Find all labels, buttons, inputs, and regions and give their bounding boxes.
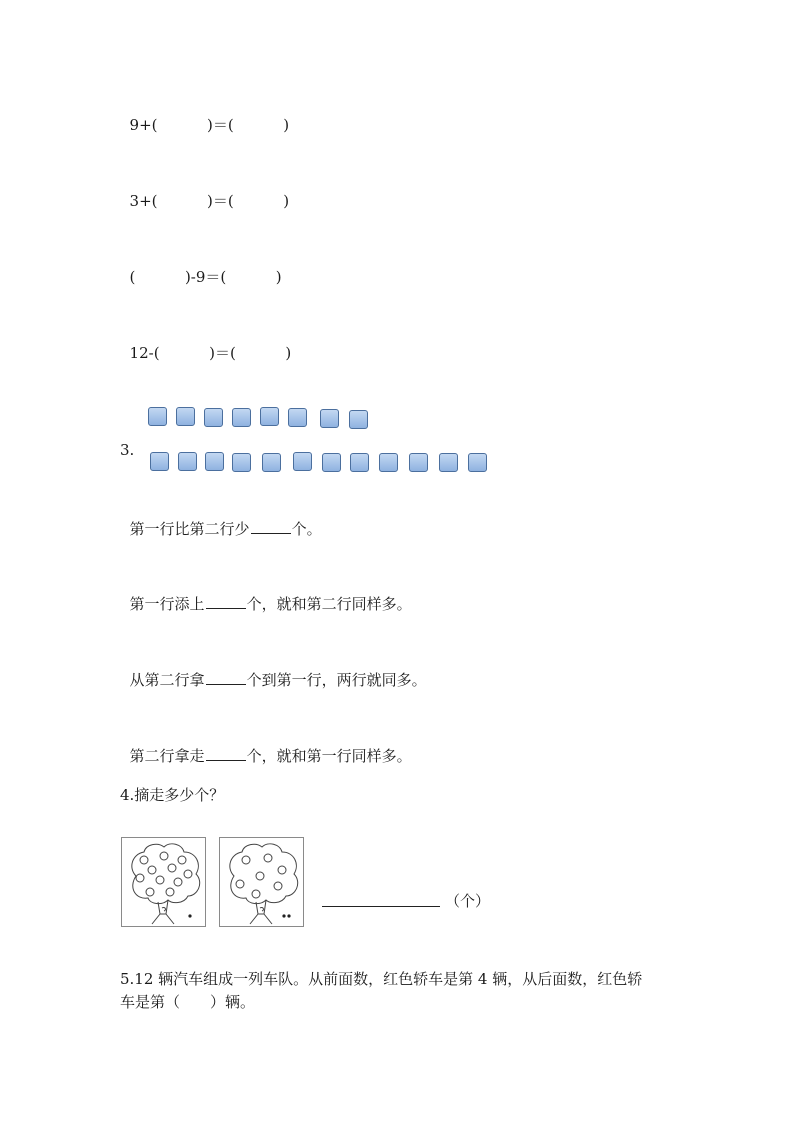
- square: [409, 453, 428, 472]
- eq3-left: (: [129, 268, 136, 286]
- eq1-left: 9+(: [129, 116, 158, 134]
- answer-blank[interactable]: [206, 746, 246, 761]
- eq4-mid: )＝(: [199, 344, 236, 362]
- square: [349, 410, 368, 429]
- equation-4: [120, 323, 291, 363]
- equation-1: [120, 95, 289, 135]
- square: [439, 453, 458, 472]
- eq2-mid: )＝(: [197, 192, 234, 210]
- eq4-right: ): [275, 344, 292, 362]
- q4-answer-line[interactable]: [322, 906, 440, 907]
- q3-item-4: [120, 726, 412, 766]
- square: [320, 409, 339, 428]
- square: [204, 408, 223, 427]
- q4-unit: （个）: [445, 892, 491, 910]
- square: [262, 453, 281, 472]
- q5-line-1: 5.12 辆汽车组成一列车队。从前面数，红色轿车是第 4 辆，从后面数，红色轿: [120, 970, 643, 988]
- eq3-mid: )-9＝(: [175, 268, 227, 286]
- square: [468, 453, 487, 472]
- square: [205, 452, 224, 471]
- q3-item-4-after: 个，就和第一行同样多。: [246, 747, 412, 765]
- q3-item-1: [120, 499, 322, 539]
- q3-item-1-before: 第一行比第二行少: [129, 520, 250, 538]
- q3-item-2: [120, 574, 412, 614]
- square: [148, 407, 167, 426]
- q3-item-3-before: 从第二行拿: [129, 671, 205, 689]
- q3-label: 3.: [120, 441, 135, 459]
- square: [260, 407, 279, 426]
- square: [293, 452, 312, 471]
- eq4-left: 12-(: [129, 344, 160, 362]
- apple-tree-before-image: [121, 837, 206, 927]
- q3-item-3: [120, 650, 427, 690]
- eq2-left: 3+(: [129, 192, 158, 210]
- q3-item-3-after: 个到第一行，两行就同多。: [246, 671, 427, 689]
- answer-blank[interactable]: [206, 594, 246, 609]
- square: [379, 453, 398, 472]
- q3-item-1-after: 个。: [291, 520, 322, 538]
- equation-3: [120, 247, 282, 287]
- q3-item-2-before: 第一行添上: [129, 595, 205, 613]
- square: [288, 408, 307, 427]
- square: [232, 453, 251, 472]
- square: [176, 407, 195, 426]
- eq1-mid: )＝(: [197, 116, 234, 134]
- eq2-right: ): [273, 192, 290, 210]
- q3-item-2-after: 个，就和第二行同样多。: [246, 595, 412, 613]
- q4-title: 4.摘走多少个？: [120, 786, 225, 804]
- eq3-right: ): [266, 268, 282, 286]
- apple-tree-before-icon: [122, 838, 205, 926]
- apple-tree-after-image: [219, 837, 304, 927]
- square: [350, 453, 369, 472]
- equation-2: [120, 171, 289, 211]
- square: [178, 452, 197, 471]
- square: [232, 408, 251, 427]
- answer-blank[interactable]: [206, 670, 246, 685]
- square: [322, 453, 341, 472]
- square: [150, 452, 169, 471]
- eq1-right: ): [273, 116, 290, 134]
- answer-blank[interactable]: [251, 519, 291, 534]
- apple-tree-after-icon: [220, 838, 303, 926]
- q5-line-2: 车是第（ ）辆。: [120, 993, 256, 1011]
- q3-item-4-before: 第二行拿走: [129, 747, 205, 765]
